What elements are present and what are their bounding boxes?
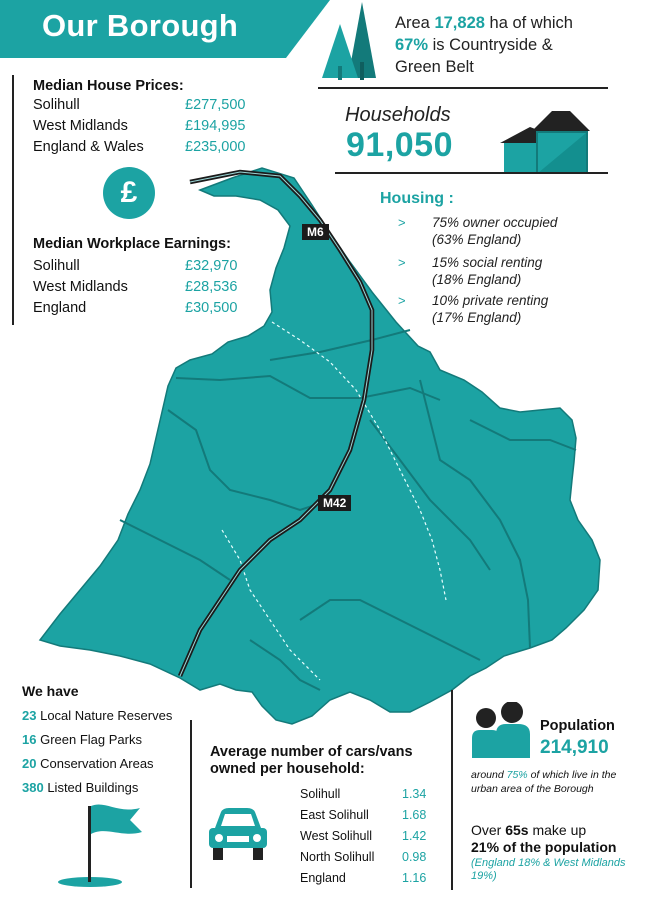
cars-title: Average number of cars/vans owned per household: — [210, 744, 413, 777]
borough-outline — [40, 168, 600, 724]
over65-note: (England 18% & West Midlands 19%) — [471, 857, 626, 882]
earnings-title: Median Workplace Earnings: — [33, 236, 231, 252]
earnings-row: England £30,500 — [33, 300, 238, 316]
we-have-item: 380 Listed Buildings — [22, 780, 139, 795]
we-have-title: We have — [22, 683, 79, 699]
pound-icon: £ — [103, 167, 155, 219]
page-title: Our Borough — [42, 8, 239, 43]
bullet-marker: > — [398, 293, 406, 308]
m42-road-label: M42 — [318, 495, 351, 511]
house-price-row: West Midlands £194,995 — [33, 118, 246, 134]
house-prices-title: Median House Prices: — [33, 78, 184, 94]
house-price-row: Solihull £277,500 — [33, 97, 246, 113]
we-have-item: 16 Green Flag Parks — [22, 732, 142, 747]
m6-road-label: M6 — [302, 224, 329, 240]
housing-item: 75% owner occupied (63% England) — [432, 215, 558, 247]
population-panel-line — [451, 690, 453, 890]
countryside-percent: 67% — [395, 36, 429, 54]
population-label: Population — [540, 718, 615, 734]
cars-row: East Solihull 1.68 — [300, 808, 427, 822]
population-value: 214,910 — [540, 737, 609, 758]
we-have-item: 20 Conservation Areas — [22, 756, 154, 771]
over65-text: Over 65s make up 21% of the population — [471, 822, 617, 855]
area-text: Area 17,828 ha of which 67% is Countryside & Green Belt — [395, 14, 573, 76]
bullet-marker: > — [398, 255, 406, 270]
cars-row: Solihull 1.34 — [300, 787, 427, 801]
households-value: 91,050 — [346, 126, 453, 164]
housing-item: 10% private renting (17% England) — [432, 293, 549, 325]
cars-row: West Solihull 1.42 — [300, 829, 427, 843]
cars-panel-line — [190, 720, 192, 888]
households-label: Households — [345, 104, 451, 126]
population-note: around 75% of which live in the urban area of the Borough — [471, 769, 617, 795]
house-price-row: England & Wales £235,000 — [33, 139, 246, 155]
bullet-marker: > — [398, 215, 406, 230]
cars-row: North Solihull 0.98 — [300, 850, 427, 864]
earnings-row: West Midlands £28,536 — [33, 279, 238, 295]
car-icon — [207, 806, 269, 864]
housing-item: 15% social renting (18% England) — [432, 255, 543, 287]
area-value: 17,828 — [434, 14, 485, 32]
flag-icon — [30, 796, 150, 892]
cars-row: England 1.16 — [300, 871, 427, 885]
earnings-row: Solihull £32,970 — [33, 258, 238, 274]
housing-title: Housing : — [380, 190, 454, 207]
we-have-item: 23 Local Nature Reserves — [22, 708, 173, 723]
people-icon — [470, 702, 532, 758]
